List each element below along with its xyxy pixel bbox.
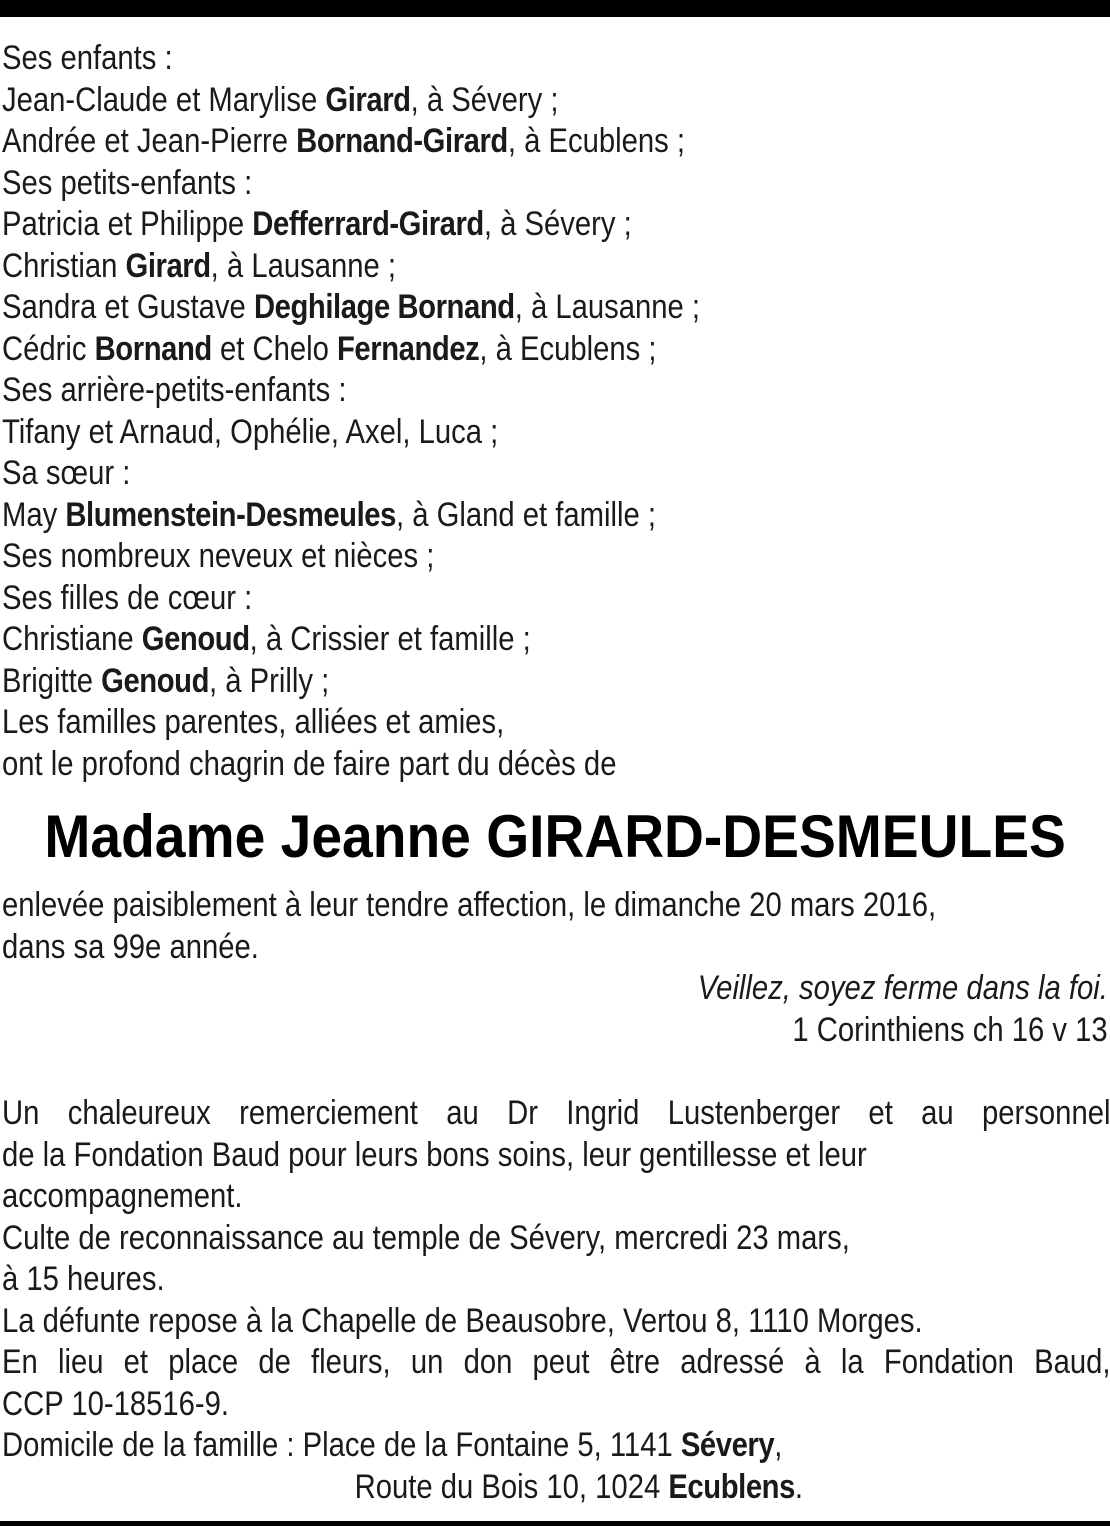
family-name: Bornand-Girard [296, 122, 508, 160]
word: être [609, 1343, 661, 1381]
address-line [2, 1425, 1110, 1467]
bible-verse-reference: 1 Corinthiens ch 16 v 13 [792, 1011, 1108, 1049]
line-text: , à Crissier et famille ; [249, 620, 531, 658]
word: chaleureux [67, 1094, 211, 1132]
word: Ingrid [566, 1094, 640, 1132]
line-text: , à Sévery ; [410, 80, 559, 119]
service-line: Culte de reconnaissance au temple de Sévery, mercredi 23 mars, [2, 1218, 850, 1257]
word: la [840, 1343, 864, 1381]
daughters-heading: Ses filles de cœur : [2, 578, 253, 617]
line-text: Christian [2, 246, 126, 285]
bible-verse: Veillez, soyez ferme dans la foi. [697, 969, 1108, 1007]
thanks-line-justified [2, 1093, 1110, 1135]
word: adressé [680, 1343, 785, 1381]
word: En [2, 1343, 38, 1381]
word: Fondation [883, 1343, 1014, 1381]
line-text: , à Ecublens ; [507, 122, 686, 160]
family-name: Blumenstein-Desmeules [65, 495, 396, 534]
family-line [2, 287, 700, 329]
nephews-line: Ses nombreux neveux et nièces ; [2, 537, 435, 575]
deceased-name-text: Madame Jeanne GIRARD-DESMEULES [44, 803, 1066, 870]
address-town: Ecublens [668, 1467, 795, 1506]
family-line [2, 495, 700, 537]
family-name: Bornand [94, 329, 212, 368]
bottom-rule [0, 1521, 1110, 1526]
line-text: , à Gland et famille ; [395, 495, 657, 534]
family-name: Genoud [101, 661, 210, 700]
word: au [446, 1094, 479, 1132]
top-rule [0, 0, 1110, 17]
family-line [2, 661, 700, 703]
announcement-line: ont le profond chagrin de faire part du décès de [2, 744, 617, 783]
line-text: , à Sévery ; [483, 205, 632, 243]
address-text: Domicile de la famille : Place de la Fontaine 5, 1141 [2, 1426, 681, 1464]
word: de [258, 1343, 291, 1381]
address-text: . [794, 1467, 804, 1506]
family-name: Deghilage Bornand [253, 288, 515, 326]
family-line [2, 246, 700, 288]
word: un [410, 1343, 444, 1381]
deceased-name [0, 797, 1110, 877]
word: remerciement [239, 1094, 418, 1132]
passing-line: enlevée paisiblement à leur tendre affection, le dimanche 20 mars 2016, [2, 886, 937, 924]
sister-heading: Sa sœur : [2, 454, 131, 492]
passing-line: dans sa 99e année. [2, 927, 259, 966]
word: don [463, 1343, 513, 1381]
word: peut [532, 1343, 590, 1381]
word: lieu [57, 1343, 104, 1381]
line-text: , à Lausanne ; [210, 246, 397, 285]
family-list [2, 38, 700, 785]
family-name: Genoud [141, 620, 250, 658]
line-text: Andrée et Jean-Pierre [2, 122, 297, 160]
word: Un [2, 1094, 40, 1132]
word: au [921, 1094, 954, 1132]
line-text: , à Ecublens ; [479, 329, 657, 368]
closing-notices [2, 1093, 1110, 1508]
word: fleurs, [311, 1343, 391, 1381]
passing-notice [2, 885, 936, 968]
word: Dr [507, 1094, 538, 1132]
family-name: Fernandez [336, 329, 480, 368]
address-line [2, 1467, 1110, 1509]
line-text: , à Prilly ; [209, 661, 330, 700]
line-text: Sandra et Gustave [2, 288, 254, 326]
family-name: Defferrard-Girard [252, 205, 484, 243]
word: personnel [982, 1094, 1110, 1132]
thanks-line: de la Fondation Baud pour leurs bons soins, leur gentillesse et leur [2, 1135, 867, 1174]
address-town: Sévery [680, 1426, 775, 1464]
line-text: , à Lausanne ; [514, 288, 701, 326]
greatgrandchildren-heading: Ses arrière-petits-enfants : [2, 371, 347, 409]
greatgrandchildren-line: Tifany et Arnaud, Ophélie, Axel, Luca ; [2, 412, 499, 451]
family-line [2, 204, 700, 246]
word: place [168, 1343, 239, 1381]
family-name: Girard [125, 246, 211, 285]
grandchildren-heading: Ses petits-enfants : [2, 163, 253, 202]
thanks-line: accompagnement. [2, 1177, 243, 1215]
donation-line: CCP 10-18516-9. [2, 1384, 230, 1423]
word: et [123, 1343, 149, 1381]
line-text: May [2, 495, 66, 534]
word: Lustenberger [667, 1094, 841, 1132]
rest-line: La défunte repose à la Chapelle de Beausobre, Vertou 8, 1110 Morges. [2, 1301, 923, 1340]
line-text: Patricia et Philippe [2, 205, 253, 243]
line-text: Christiane [2, 620, 142, 658]
family-line [2, 80, 700, 122]
families-line: Les familles parentes, alliées et amies, [2, 703, 505, 741]
line-text: Jean-Claude et Marylise [2, 80, 326, 119]
line-text: et Chelo [211, 329, 337, 368]
word: et [868, 1094, 893, 1132]
family-name: Girard [325, 80, 411, 119]
address-text: Route du Bois 10, 1024 [354, 1467, 669, 1506]
service-line: à 15 heures. [2, 1260, 165, 1298]
family-line [2, 329, 700, 371]
donation-line-justified [2, 1342, 1110, 1384]
line-text: Brigitte [2, 661, 102, 700]
address-text: , [774, 1426, 783, 1464]
word: à [804, 1343, 821, 1381]
family-line [2, 619, 700, 661]
children-heading: Ses enfants : [2, 39, 173, 77]
line-text: Cédric [2, 329, 95, 368]
word: Baud, [1034, 1343, 1110, 1381]
family-line [2, 121, 700, 163]
